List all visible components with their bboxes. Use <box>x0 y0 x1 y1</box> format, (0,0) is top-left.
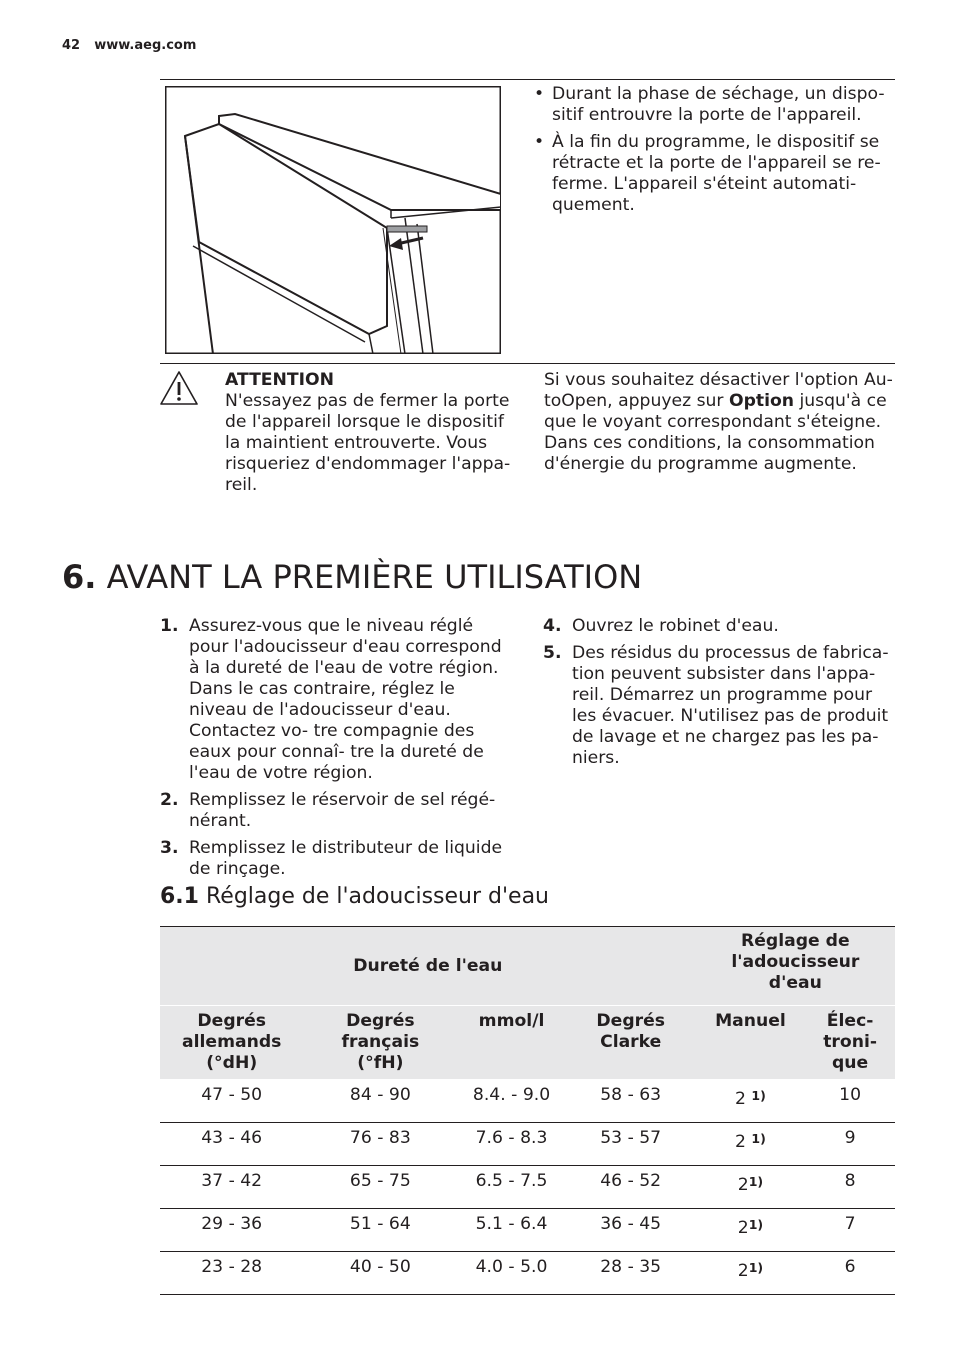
steps-left <box>160 616 515 886</box>
attention-block <box>225 370 515 496</box>
cell-dh: 43 - 46 <box>160 1123 303 1166</box>
manual-value: 2 <box>737 1175 749 1195</box>
cell-dh: 37 - 42 <box>160 1166 303 1209</box>
hardness-group-header: Dureté de l'eau <box>160 927 696 1006</box>
cell-clarke: 46 - 52 <box>566 1166 696 1209</box>
col-header-dh: Degrés allemands (°dH) <box>160 1006 303 1080</box>
cell-fh: 51 - 64 <box>303 1209 457 1252</box>
autoopen-disable-text <box>544 370 894 475</box>
warning-icon <box>159 370 199 406</box>
manual-value: 2 <box>737 1218 749 1238</box>
footnote-mark: 1) <box>748 1174 764 1189</box>
door-illustration <box>165 86 501 354</box>
page-header <box>62 38 196 53</box>
section-heading <box>62 558 642 596</box>
autoopen-text-after: jusqu'à ce que le voyant correspondant s'éteigne. Dans ces conditions, la consommation d'énergie du programme augmente. <box>544 391 887 474</box>
step-number: 2. <box>160 790 179 810</box>
step-number: 3. <box>160 838 179 858</box>
cell-electronic: 8 <box>805 1166 895 1209</box>
steps-right <box>543 616 895 775</box>
subsection-number: 6.1 <box>160 884 199 909</box>
step-item <box>160 616 515 784</box>
col-header-clarke: Degrés Clarke <box>566 1006 696 1080</box>
cell-fh: 40 - 50 <box>303 1252 457 1295</box>
col-header-electronic: Élec- troni- que <box>805 1006 895 1080</box>
step-text: Des résidus du processus de fabrica- tion peuvent subsister dans l'appa- reil. Démarrez un programme pour les évacuer. N'utilisez pas de produit de lavage et ne chargez pas les pa- niers. <box>572 643 889 768</box>
attention-title: ATTENTION <box>225 370 335 390</box>
top-rule <box>160 79 895 80</box>
cell-manual <box>696 1166 806 1209</box>
step-item <box>543 616 895 637</box>
table-group-header-row <box>160 927 895 1006</box>
step-text: Ouvrez le robinet d'eau. <box>572 616 779 636</box>
bullet-item: • À la fin du programme, le dispositif se rétracte et la porte de l'appareil se re- ferme. L'appareil s'éteint automati- quement. <box>534 132 894 216</box>
cell-electronic: 6 <box>805 1252 895 1295</box>
col-header-mmol: mmol/l <box>457 1006 565 1080</box>
footnote-mark: 1) <box>751 1131 766 1146</box>
cell-manual <box>696 1252 806 1295</box>
table-header-row <box>160 1006 895 1080</box>
manual-value: 2 <box>735 1089 746 1109</box>
option-button-label: Option <box>728 391 795 411</box>
cell-mmol: 7.6 - 8.3 <box>457 1123 565 1166</box>
cell-mmol: 4.0 - 5.0 <box>457 1252 565 1295</box>
cell-fh: 65 - 75 <box>303 1166 457 1209</box>
bullet-item: • Durant la phase de séchage, un dispo- sitif entrouvre la porte de l'appareil. <box>534 84 894 126</box>
subsection-title: Réglage de l'adoucisseur d'eau <box>205 884 549 909</box>
footnote-mark: 1) <box>748 1260 764 1275</box>
footnote-mark: 1) <box>751 1088 766 1103</box>
step-item <box>543 643 895 769</box>
cell-dh: 29 - 36 <box>160 1209 303 1252</box>
cell-mmol: 5.1 - 6.4 <box>457 1209 565 1252</box>
step-text: Remplissez le distributeur de liquide de rinçage. <box>189 838 503 879</box>
cell-dh: 23 - 28 <box>160 1252 303 1295</box>
manual-value: 2 <box>737 1261 749 1281</box>
footnote-mark: 1) <box>748 1217 764 1232</box>
cell-clarke: 36 - 45 <box>566 1209 696 1252</box>
table-row <box>160 1252 895 1295</box>
cell-manual <box>696 1080 806 1123</box>
attention-text: N'essayez pas de fermer la porte de l'appareil lorsque le dispositif la maintient entrouverte. Vous risqueriez d'endommager l'appa- reil. <box>225 391 511 495</box>
step-text: Assurez-vous que le niveau réglé pour l'adoucisseur d'eau correspond à la dureté de l'eau de votre région. Dans le cas contraire, réglez le niveau de l'adoucisseur d'eau. Contactez vo- tre compagnie des eaux pour connaî- tre la dureté de l'eau de votre région. <box>189 616 502 783</box>
step-item <box>160 838 515 880</box>
cell-fh: 76 - 83 <box>303 1123 457 1166</box>
col-header-manual: Manuel <box>696 1006 806 1080</box>
table-row <box>160 1209 895 1252</box>
cell-electronic: 9 <box>805 1123 895 1166</box>
manual-value: 2 <box>735 1132 746 1152</box>
col-header-fh: Degrés français (°fH) <box>303 1006 457 1080</box>
autoopen-bullets <box>534 84 894 222</box>
step-number: 1. <box>160 616 179 636</box>
website-link[interactable]: www.aeg.com <box>94 38 197 53</box>
step-number: 4. <box>543 616 562 636</box>
page-number: 42 <box>62 38 81 53</box>
cell-electronic: 10 <box>805 1080 895 1123</box>
section-title: AVANT LA PREMIÈRE UTILISATION <box>106 558 643 596</box>
cell-clarke: 58 - 63 <box>566 1080 696 1123</box>
cell-electronic: 7 <box>805 1209 895 1252</box>
table-row <box>160 1166 895 1209</box>
cell-clarke: 28 - 35 <box>566 1252 696 1295</box>
water-hardness-table <box>160 926 895 1295</box>
cell-clarke: 53 - 57 <box>566 1123 696 1166</box>
autoopen-text-before: Si vous souhaitez désactiver l'option Au- toOpen, appuyez sur <box>544 370 893 411</box>
setting-group-header: Réglage de l'adoucisseur d'eau <box>696 927 895 1006</box>
step-number: 5. <box>543 643 562 663</box>
table-row <box>160 1080 895 1123</box>
table-row <box>160 1123 895 1166</box>
middle-rule <box>160 363 895 364</box>
section-number: 6. <box>62 558 97 596</box>
cell-manual <box>696 1209 806 1252</box>
step-item <box>160 790 515 832</box>
cell-fh: 84 - 90 <box>303 1080 457 1123</box>
door-autoopen-drawing <box>165 86 501 354</box>
cell-dh: 47 - 50 <box>160 1080 303 1123</box>
cell-manual <box>696 1123 806 1166</box>
subsection-heading <box>160 883 549 911</box>
step-text: Remplissez le réservoir de sel régé- nérant. <box>189 790 496 831</box>
cell-mmol: 6.5 - 7.5 <box>457 1166 565 1209</box>
cell-mmol: 8.4. - 9.0 <box>457 1080 565 1123</box>
